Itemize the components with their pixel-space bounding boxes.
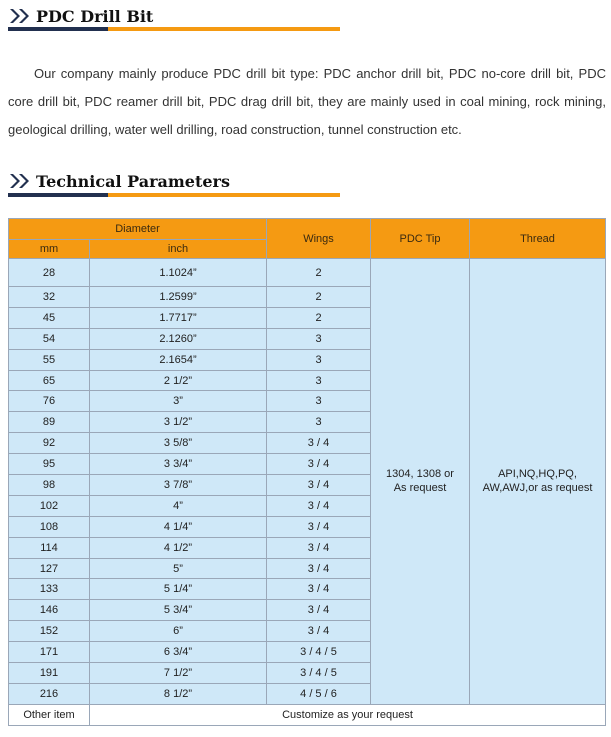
header-mm: mm	[9, 240, 90, 259]
cell-mm: 108	[9, 516, 90, 537]
cell-mm: 28	[9, 259, 90, 287]
cell-mm: 133	[9, 579, 90, 600]
cell-inch: 7 1/2”	[90, 663, 267, 684]
cell-inch: 3 3/4”	[90, 454, 267, 475]
section-title: PDC Drill Bit	[36, 6, 154, 26]
cell-inch: 6”	[90, 621, 267, 642]
cell-mm: 89	[9, 412, 90, 433]
cell-mm: 102	[9, 495, 90, 516]
cell-mm: 65	[9, 370, 90, 391]
cell-mm: 146	[9, 600, 90, 621]
cell-inch: 5 1/4”	[90, 579, 267, 600]
cell-wings: 3 / 4	[267, 579, 371, 600]
cell-mm: 32	[9, 287, 90, 308]
technical-parameters-table	[8, 218, 606, 726]
cell-wings: 2	[267, 259, 371, 287]
cell-wings: 3 / 4	[267, 600, 371, 621]
cell-inch: 1.1024”	[90, 259, 267, 287]
cell-inch: 3 5/8”	[90, 433, 267, 454]
cell-wings: 3 / 4	[267, 454, 371, 475]
cell-inch: 4 1/4”	[90, 516, 267, 537]
cell-wings: 3 / 4	[267, 495, 371, 516]
cell-wings: 3	[267, 349, 371, 370]
header-pdc-tip: PDC Tip	[371, 219, 470, 259]
cell-wings: 3 / 4 / 5	[267, 642, 371, 663]
cell-wings: 3	[267, 328, 371, 349]
heading-underline	[8, 193, 340, 197]
section-heading-technical-parameters	[8, 166, 230, 196]
header-diameter: Diameter	[9, 219, 267, 240]
cell-mm: 98	[9, 475, 90, 496]
cell-inch: 5”	[90, 558, 267, 579]
cell-inch: 3”	[90, 391, 267, 412]
cell-wings: 3	[267, 412, 371, 433]
cell-inch: 2.1654”	[90, 349, 267, 370]
cell-mm: 92	[9, 433, 90, 454]
cell-wings: 3 / 4	[267, 621, 371, 642]
intro-paragraph: Our company mainly produce PDC drill bit type: PDC anchor drill bit, PDC no-core drill bit, PDC core drill bit, PDC reamer drill bit, PDC drag drill bit, they are mainly used in coal mining, rock mining, geological drilling, water well drilling, road construction, tunnel construction etc.	[8, 66, 606, 137]
cell-mm: 114	[9, 537, 90, 558]
cell-mm: 45	[9, 307, 90, 328]
cell-mm: 54	[9, 328, 90, 349]
table-row-other	[9, 704, 606, 725]
cell-inch: 1.2599”	[90, 287, 267, 308]
cell-wings: 3 / 4	[267, 537, 371, 558]
cell-inch: 4”	[90, 495, 267, 516]
underline-orange-segment	[108, 27, 340, 31]
cell-mm: 127	[9, 558, 90, 579]
cell-inch: 2 1/2”	[90, 370, 267, 391]
table-body	[9, 259, 606, 726]
cell-other-value: Customize as your request	[90, 704, 606, 725]
cell-mm: 55	[9, 349, 90, 370]
cell-wings: 3	[267, 391, 371, 412]
cell-inch: 5 3/4”	[90, 600, 267, 621]
underline-navy-segment	[8, 27, 108, 31]
underline-navy-segment	[8, 193, 108, 197]
cell-mm: 171	[9, 642, 90, 663]
cell-inch: 2.1260”	[90, 328, 267, 349]
cell-wings: 4 / 5 / 6	[267, 683, 371, 704]
underline-orange-segment	[108, 193, 340, 197]
cell-wings: 3	[267, 370, 371, 391]
table-row	[9, 259, 606, 287]
cell-wings: 3 / 4	[267, 516, 371, 537]
header-inch: inch	[90, 240, 267, 259]
heading-underline	[8, 27, 340, 31]
cell-wings: 3 / 4	[267, 433, 371, 454]
header-thread: Thread	[470, 219, 606, 259]
cell-inch: 6 3/4”	[90, 642, 267, 663]
double-chevron-icon	[8, 6, 32, 26]
cell-inch: 3 7/8”	[90, 475, 267, 496]
double-chevron-icon	[8, 171, 32, 191]
cell-mm: 76	[9, 391, 90, 412]
cell-wings: 2	[267, 307, 371, 328]
cell-inch: 3 1/2”	[90, 412, 267, 433]
cell-wings: 2	[267, 287, 371, 308]
cell-mm: 95	[9, 454, 90, 475]
cell-mm: 152	[9, 621, 90, 642]
cell-inch: 4 1/2”	[90, 537, 267, 558]
cell-wings: 3 / 4	[267, 475, 371, 496]
cell-mm: 191	[9, 663, 90, 684]
cell-pdc-tip: 1304, 1308 or As request	[371, 259, 470, 705]
cell-other-label: Other item	[9, 704, 90, 725]
cell-wings: 3 / 4	[267, 558, 371, 579]
cell-wings: 3 / 4 / 5	[267, 663, 371, 684]
cell-inch: 1.7717”	[90, 307, 267, 328]
header-wings: Wings	[267, 219, 371, 259]
cell-thread: API,NQ,HQ,PQ, AW,AWJ,or as request	[470, 259, 606, 705]
cell-mm: 216	[9, 683, 90, 704]
cell-inch: 8 1/2”	[90, 683, 267, 704]
section-title: Technical Parameters	[36, 171, 230, 191]
